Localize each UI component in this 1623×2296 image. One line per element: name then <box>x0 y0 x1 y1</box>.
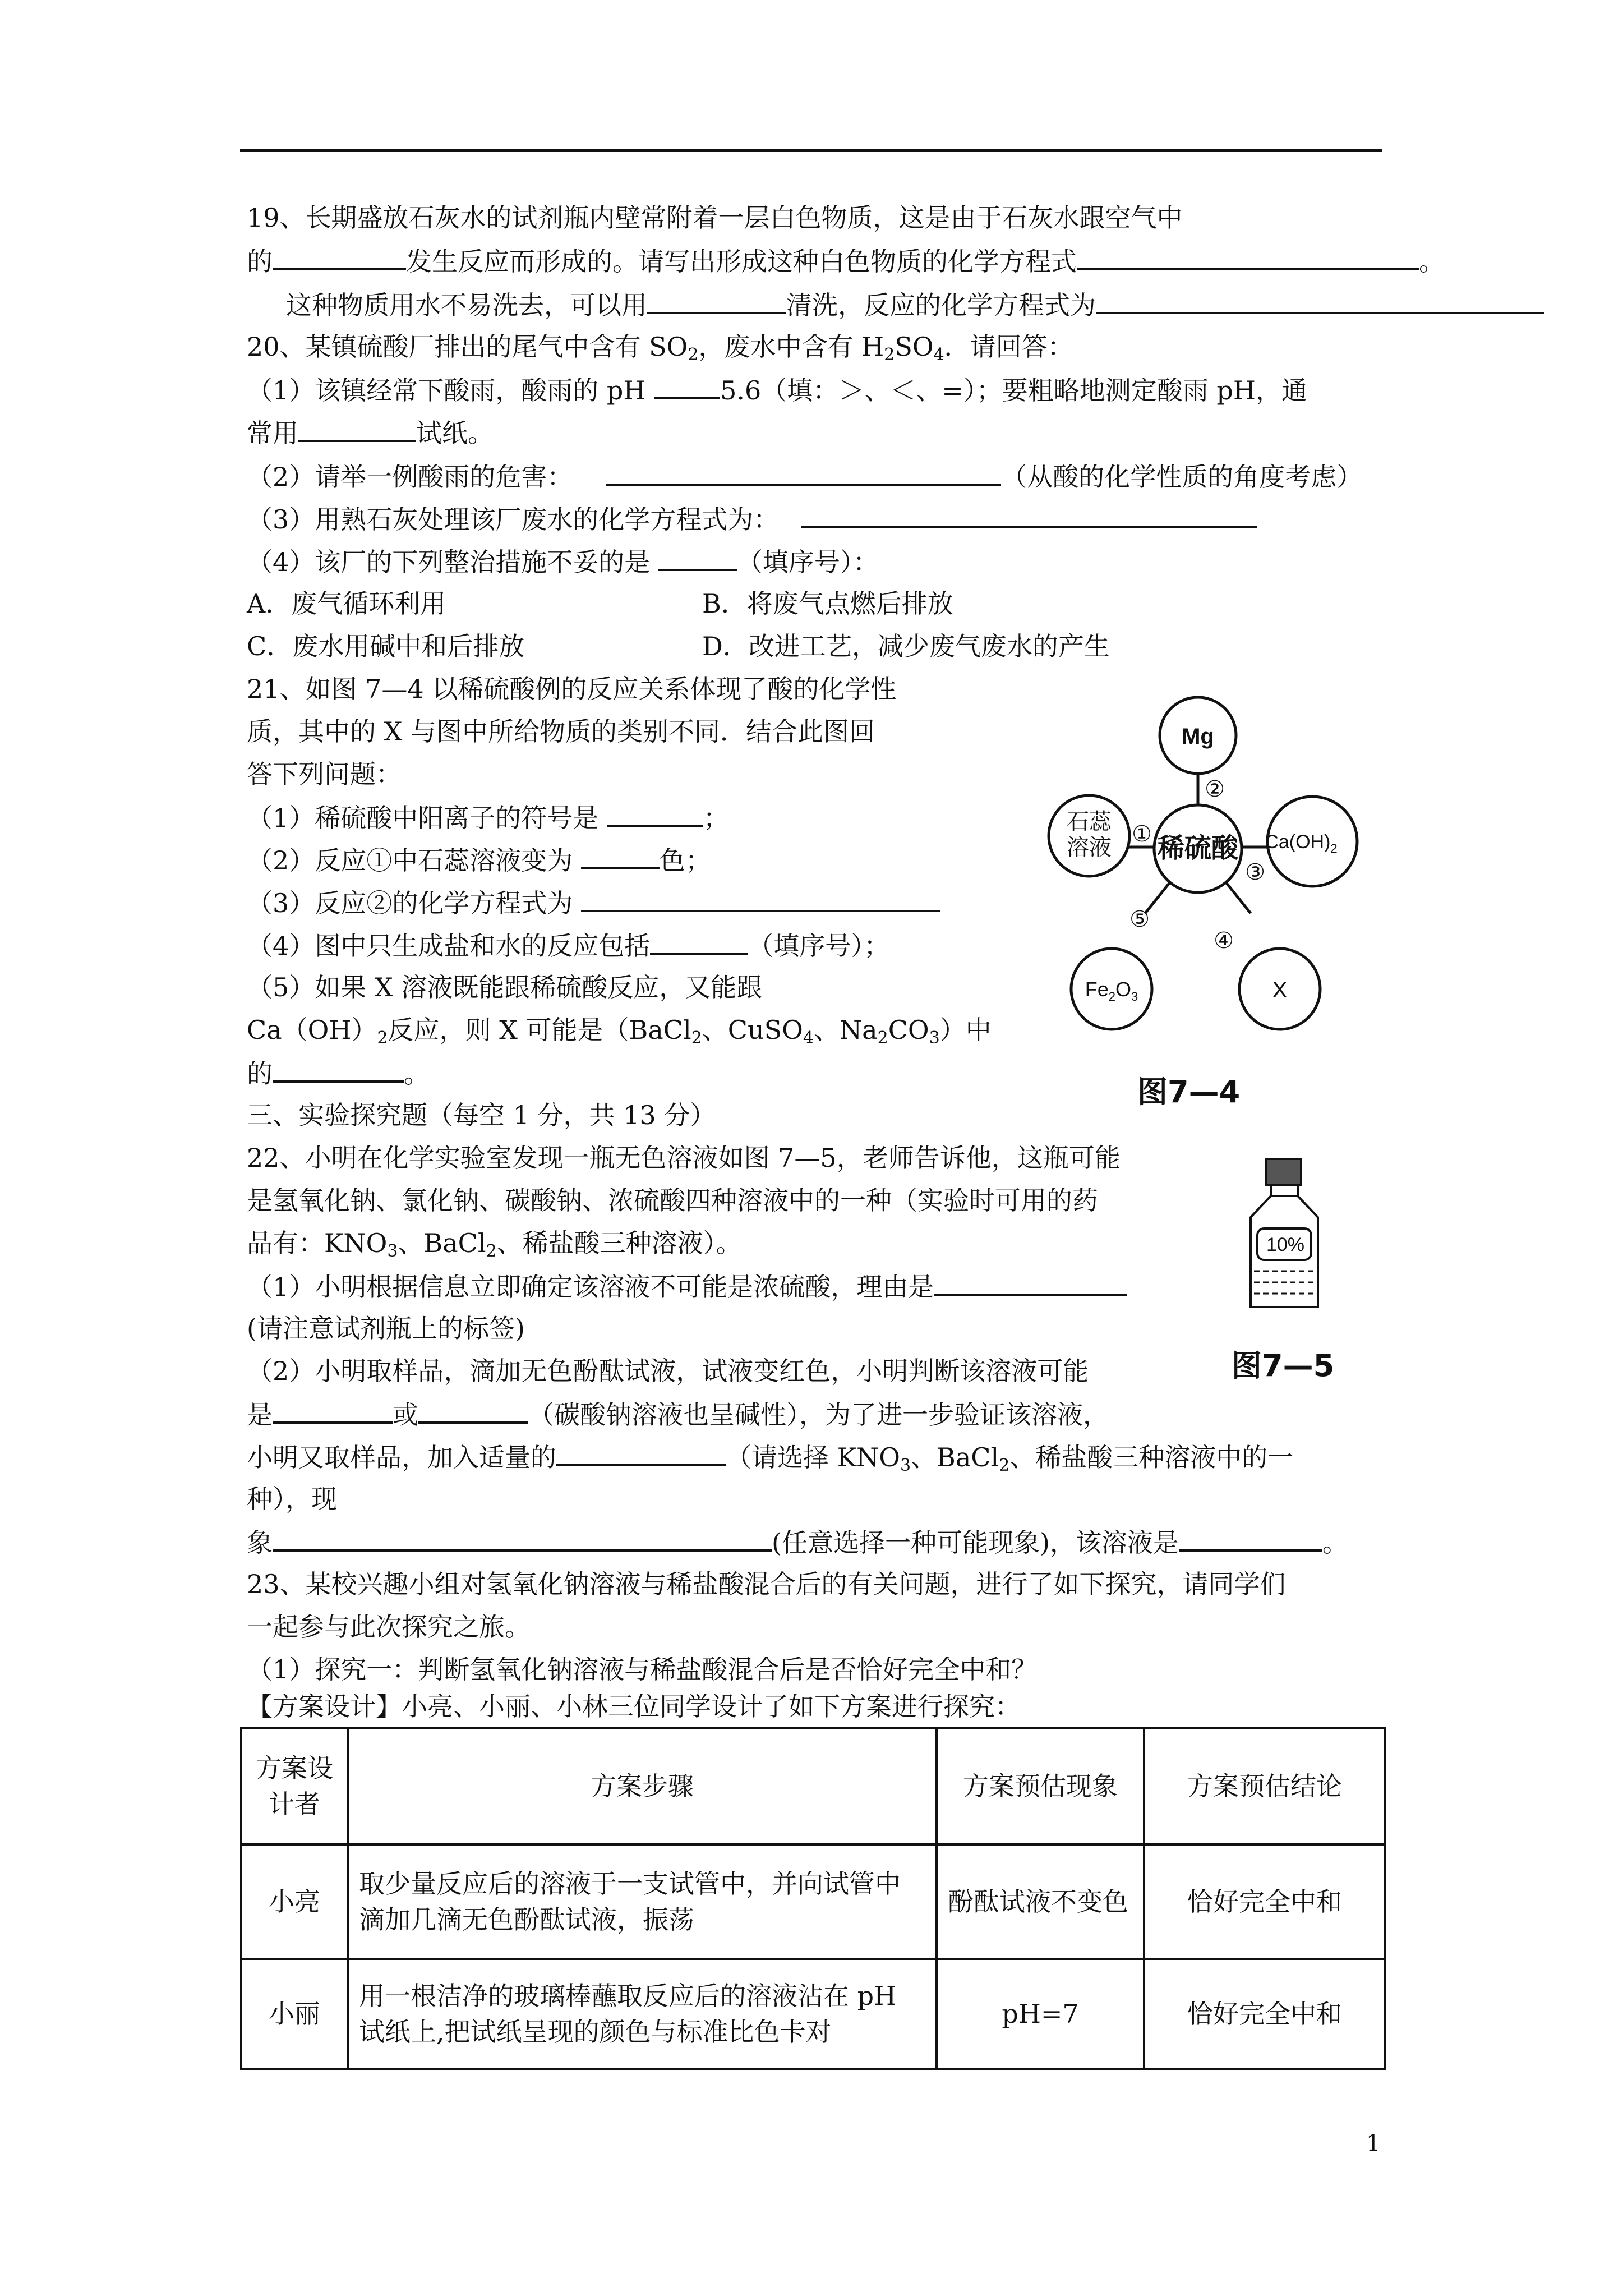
q21-line7: （4）图中只生成盐和水的反应包括 （填序号）； <box>247 928 889 963</box>
q20-line5: （3）用熟石灰处理该厂废水的化学方程式为： <box>247 501 1257 536</box>
table-row <box>241 1844 1385 1959</box>
blank[interactable] <box>1077 243 1419 270</box>
q19-line1: 19、长期盛放石灰水的试剂瓶内壁常附着一层白色物质，这是由于石灰水跟空气中 <box>247 203 1183 233</box>
table-cell: 小丽 <box>241 1959 348 2069</box>
litmus-label-2: 溶液 <box>1067 835 1112 860</box>
table-cell: 小亮 <box>241 1844 348 1959</box>
table-row <box>241 1959 1385 2069</box>
blank[interactable] <box>581 885 940 912</box>
table-cell: 取少量反应后的溶液于一支试管中，并向试管中滴加几滴无色酚酞试液，振荡 <box>348 1844 937 1959</box>
plan-table <box>240 1727 1386 2070</box>
q22-line7: 是 或 （碳酸钠溶液也呈碱性），为了进一步验证该溶液， <box>247 1397 1109 1432</box>
center-label: 稀硫酸 <box>1157 834 1239 863</box>
q22-line4: （1）小明根据信息立即确定该溶液不可能是浓硫酸，理由是 <box>247 1269 1127 1304</box>
q22-line6: （2）小明取样品，滴加无色酚酞试液，试液变红色，小明判断该溶液可能 <box>247 1356 1089 1386</box>
q22-line10: 象 (任意选择一种可能现象)，该溶液是 。 <box>247 1525 1348 1559</box>
blank[interactable] <box>654 372 720 399</box>
mg-label: Mg <box>1182 724 1214 749</box>
q22-line9: 种），现 <box>247 1484 337 1514</box>
q21-line3: 答下列问题： <box>247 759 402 789</box>
blank[interactable] <box>273 1525 772 1552</box>
bottle-neck <box>1271 1185 1298 1196</box>
header-rule <box>240 149 1382 152</box>
blank[interactable] <box>418 1397 528 1424</box>
table-cell: 用一根洁净的玻璃棒蘸取反应后的溶液沾在 pH 试纸上,把试纸呈现的颜色与标准比色卡对 <box>348 1959 937 2069</box>
blank[interactable] <box>658 544 737 571</box>
q23-line2: 一起参与此次探究之旅。 <box>247 1612 531 1642</box>
blank[interactable] <box>801 501 1257 528</box>
litmus-label-1: 石蕊 <box>1067 809 1112 834</box>
q22-line2: 是氢氧化钠、氯化钠、碳酸钠、浓硫酸四种溶液中的一种（实验时可用的药 <box>247 1185 1098 1216</box>
q20-line3: 常用 试纸。 <box>247 415 494 450</box>
table-header-cell: 方案预估现象 <box>937 1728 1144 1844</box>
section-3-heading: 三、实验探究题（每空 1 分，共 13 分） <box>247 1100 716 1130</box>
blank[interactable] <box>581 843 660 869</box>
blank[interactable] <box>1179 1525 1322 1552</box>
q21-line4: （1）稀硫酸中阳离子的符号是 ； <box>247 800 729 835</box>
q22-line8: 小明又取样品，加入适量的 （请选择 $KNO_3$、BaCl$_2$、稀盐酸三种溶液中的一 <box>247 1439 1293 1483</box>
q20-option-c: C．废水用碱中和后排放 <box>247 631 525 661</box>
table-header-cell: 方案设计者 <box>241 1728 348 1844</box>
x-label: X <box>1272 978 1288 1002</box>
q20-line1: 20、某镇硫酸厂排出的尾气中含有 $SO_2$，废水中含有 $H_2SO_4$．请回答： <box>247 332 1073 365</box>
reaction-number-5: ⑤ <box>1129 907 1150 932</box>
blank[interactable] <box>934 1269 1127 1296</box>
q21-line1: 21、如图 7—4 以稀硫酸例的反应关系体现了酸的化学性 <box>247 674 897 704</box>
page-number: 1 <box>1366 2131 1381 2156</box>
q21-line2: 质，其中的 X 与图中所给物质的类别不同．结合此图回 <box>247 716 875 747</box>
q19-line3: 这种物质用水不易洗去，可以用 清洗，反应的化学方程式为 <box>286 287 1544 322</box>
reaction-diagram <box>998 683 1391 1042</box>
q20-line2: （1）该镇经常下酸雨，酸雨的 pH 5.6（填：＞、＜、=）；要粗略地测定酸雨 pH，通 <box>247 372 1307 407</box>
link-x <box>1224 880 1251 913</box>
figure-7-4-caption: 图7—4 <box>1137 1074 1241 1110</box>
blank[interactable] <box>607 800 703 827</box>
q22-line5: (请注意试剂瓶上的标签) <box>247 1313 525 1343</box>
q19-line2: 的 发生反应而形成的。请写出形成这种白色物质的化学方程式 。 <box>247 243 1445 278</box>
blank[interactable] <box>273 1056 404 1083</box>
blank[interactable] <box>273 243 406 270</box>
table-cell: pH=7 <box>937 1959 1144 2069</box>
blank[interactable] <box>606 459 1001 486</box>
q22-line1: 22、小明在化学实验室发现一瓶无色溶液如图 7—5，老师告诉他，这瓶可能 <box>247 1143 1121 1173</box>
blank[interactable] <box>298 415 416 442</box>
reaction-number-1: ① <box>1132 822 1152 846</box>
q23-line1: 23、某校兴趣小组对氢氧化钠溶液与稀盐酸混合后的有关问题，进行了如下探究，请同学们 <box>247 1569 1286 1599</box>
q20-option-a: A．废气循环利用 <box>247 588 446 619</box>
q21-line5: （2）反应①中石蕊溶液变为 色； <box>247 843 711 877</box>
q21-line10: 的 。 <box>247 1056 430 1091</box>
q20-line6: （4）该厂的下列整治措施不妥的是 （填序号）： <box>247 544 879 579</box>
reaction-number-2: ② <box>1205 777 1225 802</box>
table-header-row <box>241 1728 1385 1844</box>
blank[interactable] <box>650 928 748 955</box>
table-header-cell: 方案步骤 <box>348 1728 937 1844</box>
q21-line6: （3）反应②的化学方程式为 <box>247 885 940 920</box>
reaction-number-3: ③ <box>1245 860 1265 885</box>
reaction-number-4: ④ <box>1214 928 1234 953</box>
q20-line4: （2）请举一例酸雨的危害： （从酸的化学性质的角度考虑） <box>247 459 1362 494</box>
q20-option-b: B．将废气点燃后排放 <box>702 588 953 619</box>
q23-line3: （1）探究一：判断氢氧化钠溶液与稀盐酸混合后是否恰好完全中和？ <box>247 1654 1038 1685</box>
table-cell: 酚酞试液不变色 <box>937 1844 1144 1959</box>
blank[interactable] <box>647 287 786 314</box>
bottle-cap <box>1266 1159 1301 1185</box>
q20-option-d: D．改进工艺，减少废气废水的产生 <box>702 631 1110 661</box>
table-header-cell: 方案预估结论 <box>1144 1728 1385 1844</box>
q22-line3: 品有：$KNO_3$、BaCl$_2$、稀盐酸三种溶液）。 <box>247 1228 742 1261</box>
blank[interactable] <box>1096 287 1544 314</box>
table-cell: 恰好完全中和 <box>1144 1844 1385 1959</box>
q23-line4: 【方案设计】小亮、小丽、小林三位同学设计了如下方案进行探究： <box>247 1691 1021 1722</box>
fe2o3-label: $Fe_2O_3$ <box>1085 978 1138 1004</box>
node-fe2o3 <box>1071 949 1152 1029</box>
figure-7-5-caption: 图7—5 <box>1232 1348 1335 1383</box>
table-cell: 恰好完全中和 <box>1144 1959 1385 2069</box>
q21-line8: （5）如果 X 溶液既能跟稀硫酸反应，又能跟 <box>247 972 763 1002</box>
blank[interactable] <box>273 1397 393 1424</box>
bottle-label-text: 10% <box>1266 1234 1305 1255</box>
reagent-bottle-figure <box>1234 1154 1335 1317</box>
caoh-label: $Ca(OH)_2$ <box>1265 831 1338 855</box>
q21-line9: $Ca(OH)_2$反应，则 X 可能是（BaCl$_2$、CuSO$_4$、$Na_2CO_3$）中 <box>247 1015 992 1048</box>
blank[interactable] <box>556 1439 726 1466</box>
